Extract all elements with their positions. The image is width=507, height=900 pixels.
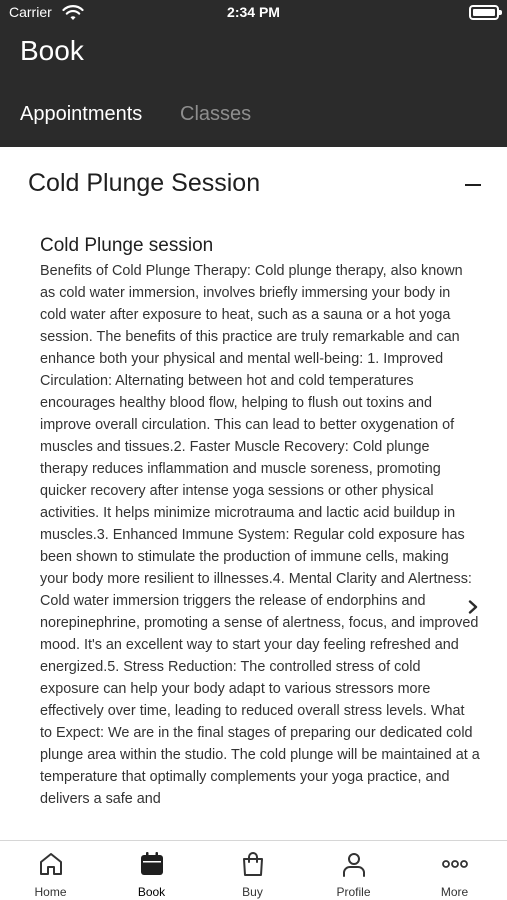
- tab-classes[interactable]: Classes: [180, 103, 252, 125]
- tabbar-profile-label: Profile: [336, 885, 371, 899]
- calendar-icon: [138, 850, 166, 878]
- app-header: [0, 0, 507, 147]
- tabbar-profile[interactable]: [303, 841, 404, 900]
- chevron-right-icon[interactable]: [466, 600, 480, 614]
- status-time: 2:34 PM: [227, 4, 280, 20]
- tab-appointments[interactable]: Appointments: [20, 103, 143, 125]
- status-bar: [0, 0, 507, 26]
- carrier-label: Carrier: [9, 4, 52, 20]
- section-accordion-header[interactable]: [0, 147, 507, 225]
- tabbar-more[interactable]: [404, 841, 505, 900]
- person-icon: [340, 850, 368, 878]
- shopping-bag-icon: [239, 850, 267, 878]
- tabbar-more-label: More: [440, 885, 469, 899]
- tabbar-buy[interactable]: [202, 841, 303, 900]
- collapse-icon[interactable]: [465, 184, 481, 186]
- bottom-tab-bar: [0, 840, 507, 900]
- section-title: Cold Plunge Session: [28, 169, 261, 197]
- tabbar-buy-label: Buy: [242, 885, 263, 899]
- tabbar-home[interactable]: [0, 841, 101, 900]
- session-title: Cold Plunge session: [40, 235, 214, 256]
- more-dots-icon: [441, 850, 469, 878]
- session-details: [40, 234, 480, 839]
- battery-icon: [469, 5, 499, 20]
- session-description: Benefits of Cold Plunge Therapy: Cold plunge therapy, also known as cold water immersion, involves briefly immersing your body in cold water after exposure to heat, such as a sauna or a hot yoga session. The benefits of this practice are truly remarkable and can enhance both your physical and mental well-being: 1. Improved Circulation: Alternating between hot and cold temperatures encourages healthy blood flow, helping to flush out toxins and improve overall circulation. This can lead to better oxygenation of muscles and tissues.2. Faster Muscle Recovery: Cold plunge therapy reduces inflammation and muscle soreness, promoting quicker recovery after intense yoga sessions or other physical activities. It helps minimize microtrauma and lactic acid buildup in muscles.3. Enhanced Immune System: Regular cold exposure has been shown to stimulate the production of immune cells, making your body more resilient to illnesses.4. Mental Clarity and Alertness: Cold water immersion triggers the release of endorphins and norepinephrine, promoting a sense of alertness, focus, and improved mood. It's an excellent way to start your day feeling refreshed and energized.5. Stress Reduction: The controlled stress of cold exposure can help your body adapt to various stressors more effectively over time, leading to reduced overall stress levels. What to Expect: We are in the final stages of preparing our dedicated cold plunge area within the studio. The cold plunge will be maintained at a temperature that optimally complements your yoga practice, and delivers a safe and: [40, 263, 480, 807]
- tabbar-book[interactable]: [101, 841, 202, 900]
- tabbar-home-label: Home: [34, 885, 67, 899]
- page-title: Book: [20, 35, 84, 66]
- tabbar-book-label: Book: [137, 885, 166, 899]
- home-icon: [37, 850, 65, 878]
